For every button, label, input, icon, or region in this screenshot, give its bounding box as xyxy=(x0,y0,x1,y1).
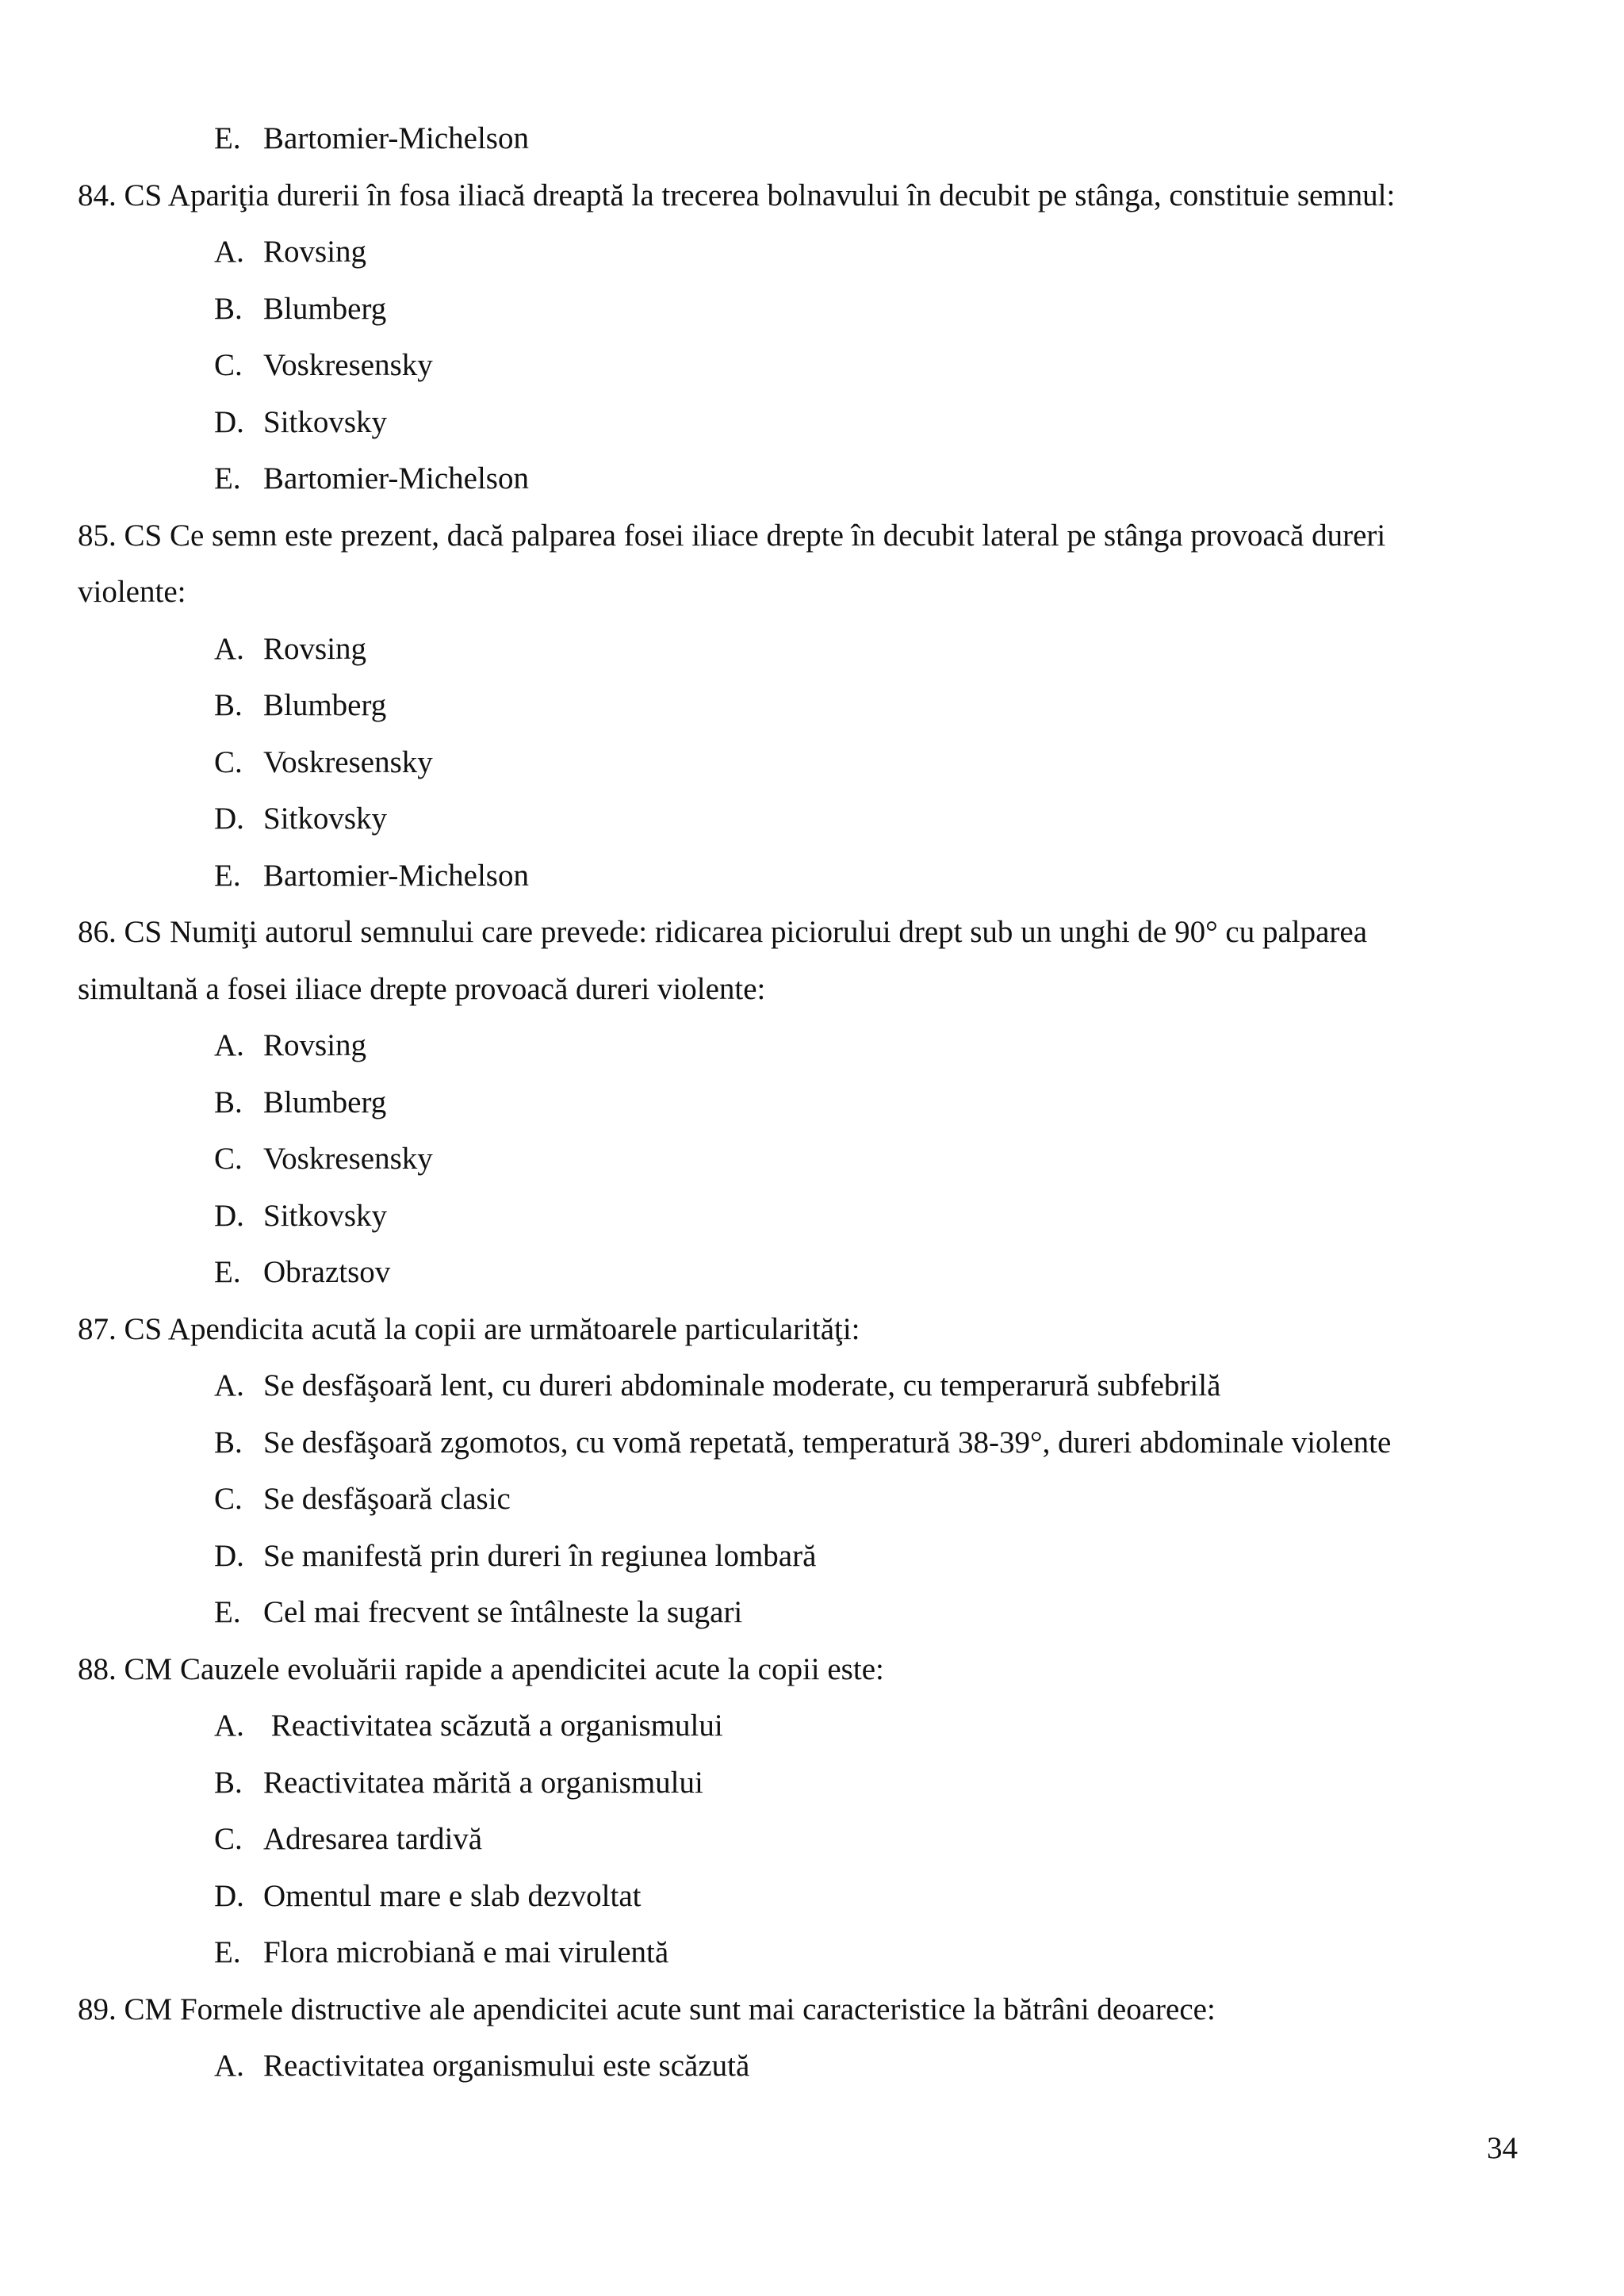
option-letter: C. xyxy=(214,1142,243,1176)
option-text: Obraztsov xyxy=(263,1255,391,1289)
answer-option xyxy=(78,1702,1521,1759)
option-text: Se desfăşoară lent, cu dureri abdominale moderate, cu temperarură subfebrilă xyxy=(263,1368,1221,1402)
option-letter: B. xyxy=(214,1085,243,1119)
answer-option xyxy=(78,1362,1521,1419)
option-letter: A. xyxy=(214,1368,244,1402)
question-text: 88. CM Cauzele evoluării rapide a apendicitei acute la copii este: xyxy=(78,1651,884,1686)
option-text: Bartomier-Michelson xyxy=(263,858,529,893)
option-text: Blumberg xyxy=(263,1085,387,1119)
answer-option xyxy=(78,1589,1521,1646)
option-letter: D. xyxy=(214,1878,244,1913)
answer-option xyxy=(78,342,1521,399)
option-letter: B. xyxy=(214,1765,243,1800)
option-letter: E. xyxy=(214,121,241,155)
option-text: Sitkovsky xyxy=(263,1198,388,1233)
option-text: Voskresensky xyxy=(263,348,433,382)
answer-option xyxy=(78,795,1521,852)
question-text: 89. CM Formele distructive ale apendicitei acute sunt mai caracteristice la bătrâni deoarece: xyxy=(78,1992,1216,2026)
answer-option xyxy=(78,228,1521,285)
option-letter: D. xyxy=(214,1538,244,1573)
answer-option xyxy=(78,852,1521,909)
option-letter: D. xyxy=(214,1198,244,1233)
option-text: Blumberg xyxy=(263,688,387,722)
question-text: violente: xyxy=(78,575,186,609)
option-letter: C. xyxy=(214,1822,243,1856)
option-text: Voskresensky xyxy=(263,744,433,779)
answer-option xyxy=(78,1419,1521,1476)
answer-option xyxy=(78,1759,1521,1816)
answer-option xyxy=(78,1475,1521,1533)
option-letter: E. xyxy=(214,1595,241,1629)
option-text: Se desfăşoară zgomotos, cu vomă repetată, temperatură 38-39°, dureri abdominale violente xyxy=(263,1425,1392,1460)
answer-option xyxy=(78,399,1521,456)
answer-option xyxy=(78,739,1521,796)
page-content xyxy=(78,115,1521,2099)
option-text: Reactivitatea organismului este scăzută xyxy=(263,2049,750,2083)
question-text: 86. CS Numiţi autorul semnului care prevede: ridicarea piciorului drept sub un unghi de 90° cu palparea xyxy=(78,915,1368,949)
option-letter: A. xyxy=(214,1028,244,1062)
option-letter: A. xyxy=(214,631,244,666)
answer-option xyxy=(78,1816,1521,1873)
option-letter: E. xyxy=(214,1935,241,1969)
option-letter: A. xyxy=(214,2049,244,2083)
answer-option xyxy=(78,1929,1521,1986)
option-text: Reactivitatea scăzută a organismului xyxy=(263,1709,723,1743)
answer-option xyxy=(78,115,1521,172)
option-text: Reactivitatea mărită a organismului xyxy=(263,1765,703,1800)
option-text: Voskresensky xyxy=(263,1142,433,1176)
option-letter: B. xyxy=(214,688,243,722)
option-letter: D. xyxy=(214,404,244,439)
option-letter: A. xyxy=(214,1709,244,1743)
answer-option xyxy=(78,2042,1521,2099)
page-number: 34 xyxy=(1487,2131,1518,2165)
option-text: Bartomier-Michelson xyxy=(263,121,529,155)
answer-option xyxy=(78,1022,1521,1079)
option-text: Flora microbiană e mai virulentă xyxy=(263,1935,669,1969)
option-text: Rovsing xyxy=(263,1028,367,1062)
answer-option xyxy=(78,1192,1521,1249)
option-letter: C. xyxy=(214,744,243,779)
option-text: Sitkovsky xyxy=(263,802,388,836)
option-letter: E. xyxy=(214,461,241,496)
option-text: Rovsing xyxy=(263,631,367,666)
option-letter: D. xyxy=(214,802,244,836)
answer-option xyxy=(78,1135,1521,1192)
option-letter: E. xyxy=(214,1255,241,1289)
answer-option xyxy=(78,1249,1521,1306)
option-text: Sitkovsky xyxy=(263,404,388,439)
option-letter: B. xyxy=(214,291,243,326)
question-text: 84. CS Apariţia durerii în fosa iliacă dreaptă la trecerea bolnavului în decubit pe stânga, constituie semnul: xyxy=(78,178,1396,212)
answer-option xyxy=(78,1079,1521,1136)
option-text: Blumberg xyxy=(263,291,387,326)
answer-option xyxy=(78,1873,1521,1930)
option-letter: A. xyxy=(214,235,244,269)
answer-option xyxy=(78,1533,1521,1590)
option-letter: E. xyxy=(214,858,241,893)
option-text: Rovsing xyxy=(263,235,367,269)
option-text: Omentul mare e slab dezvoltat xyxy=(263,1878,642,1913)
question-text: 85. CS Ce semn este prezent, dacă palparea fosei iliace drepte în decubit lateral pe stânga provoacă dureri xyxy=(78,518,1386,553)
option-text: Se manifestă prin dureri în regiunea lombară xyxy=(263,1538,817,1573)
question-text: 87. CS Apendicita acută la copii are următoarele particularităţi: xyxy=(78,1311,860,1346)
option-text: Se desfăşoară clasic xyxy=(263,1482,511,1516)
option-text: Bartomier-Michelson xyxy=(263,461,529,496)
answer-option xyxy=(78,455,1521,512)
option-letter: C. xyxy=(214,1482,243,1516)
option-letter: B. xyxy=(214,1425,243,1460)
answer-option xyxy=(78,682,1521,739)
option-letter: C. xyxy=(214,348,243,382)
answer-option xyxy=(78,626,1521,683)
question-text: simultană a fosei iliace drepte provoacă dureri violente: xyxy=(78,971,766,1006)
answer-option xyxy=(78,285,1521,342)
option-text: Cel mai frecvent se întâlneste la sugari xyxy=(263,1595,743,1629)
option-text: Adresarea tardivă xyxy=(263,1822,483,1856)
